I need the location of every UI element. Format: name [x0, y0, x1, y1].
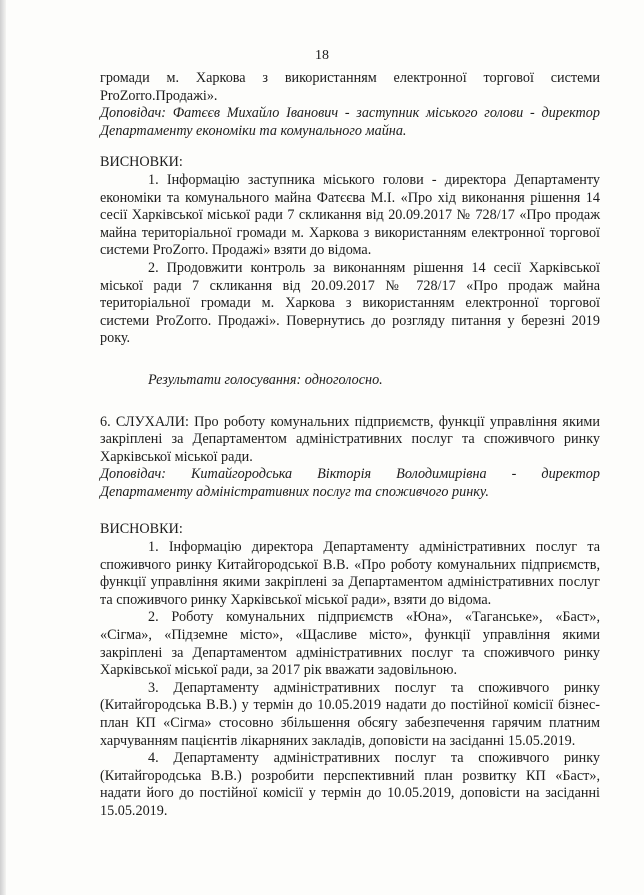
conclusion-2-3: 3. Департаменту адміністративних послуг та споживчого ринку (Китайгородська В.В.) у термін до 10.05.2019 надати до постійної комісії бізнес-план КП «Сігма» стосовно збільшення обсягу забезпечення гарячим платним харчуванням пацієнтів лікарняних закладів, доповісти на засіданні 15.05.2019.	[100, 679, 600, 749]
conclusion-2-2: 2. Роботу комунальних підприємств «Юна», «Таганське», «Баст», «Сігма», «Підземне місто», «Щасливе місто», функції управління якими закріплені за Департаментом адміністративних послуг та споживчого ринку Харківської міської ради, за 2017 рік вважати задовільною.	[100, 609, 600, 679]
vote-result: Результати голосування: одноголосно.	[148, 371, 383, 388]
intro-line-1: громади м. Харкова з використанням електронної торгової системи	[100, 70, 600, 86]
speaker-dash: -	[511, 466, 517, 483]
page-number: 18	[315, 48, 329, 63]
conclusions-heading-2: ВИСНОВКИ:	[100, 521, 183, 538]
intro-speaker: Доповідач: Фатєєв Михайло Іванович - заступник міського голови - директор Департаменту економіки та комунального майна.	[100, 105, 600, 139]
conclusion-2-1: 1. Інформацію директора Департаменту адміністративних послуг та споживчого ринку Китайгородської В.В. «Про роботу комунальних підприємств, функції управління якими закріплені за Департаментом адміністративних послуг та споживчого ринку Харківської міської ради», взяти до відома.	[100, 539, 600, 608]
conclusion-2-4: 4. Департаменту адміністративних послуг та споживчого ринку (Китайгородська В.В.) розробити перспективний план розвитку КП «Баст», надати його до постійної комісії у термін до 10.05.2019, доповісти на засіданні 15.05.2019.	[100, 750, 600, 819]
speaker-first-name: Вікторія	[317, 466, 372, 483]
speaker-surname: Китайгородська	[191, 466, 293, 483]
item-6-speaker-department: Департаменту адміністративних послуг та споживчого ринку.	[100, 483, 489, 500]
conclusions-heading-1: ВИСНОВКИ:	[100, 154, 183, 171]
speaker-patronymic: Володимирівна	[396, 466, 487, 483]
document-body	[100, 70, 600, 821]
conclusion-1-1: 1. Інформацію заступника міського голови - директора Департаменту економіки та комунального майна Фатєєва М.І. «Про хід виконання рішення 14 сесії Харківської міської ради 7 скликання від 20.09.2017 № 728/17 «Про продаж майна територіальної громади м. Харкова з використанням електронної торгової системи ProZorro. Продажі» взяти до відома.	[100, 171, 600, 259]
intro-line-2: ProZorro.Продажі».	[100, 87, 218, 104]
item-6-heard: 6. СЛУХАЛИ: Про роботу комунальних підприємств, функції управління якими закріплені за Департаментом адміністративних послуг та споживчого ринку Харківської міської ради.	[100, 413, 600, 465]
speaker-role: директор	[541, 466, 600, 483]
speaker-label: Доповідач:	[100, 466, 166, 483]
page-edge-shadow	[0, 0, 6, 895]
item-6-speaker-line	[100, 466, 600, 484]
conclusion-1-2: 2. Продовжити контроль за виконанням рішення 14 сесії Харківської міської ради 7 скликання від 20.09.2017 № 728/17 «Про продаж майна територіальної громади м. Харкова з використанням електронної торгової системи ProZorro. Продажі». Повернутись до розгляду питання у березні 2019 року.	[100, 259, 600, 347]
